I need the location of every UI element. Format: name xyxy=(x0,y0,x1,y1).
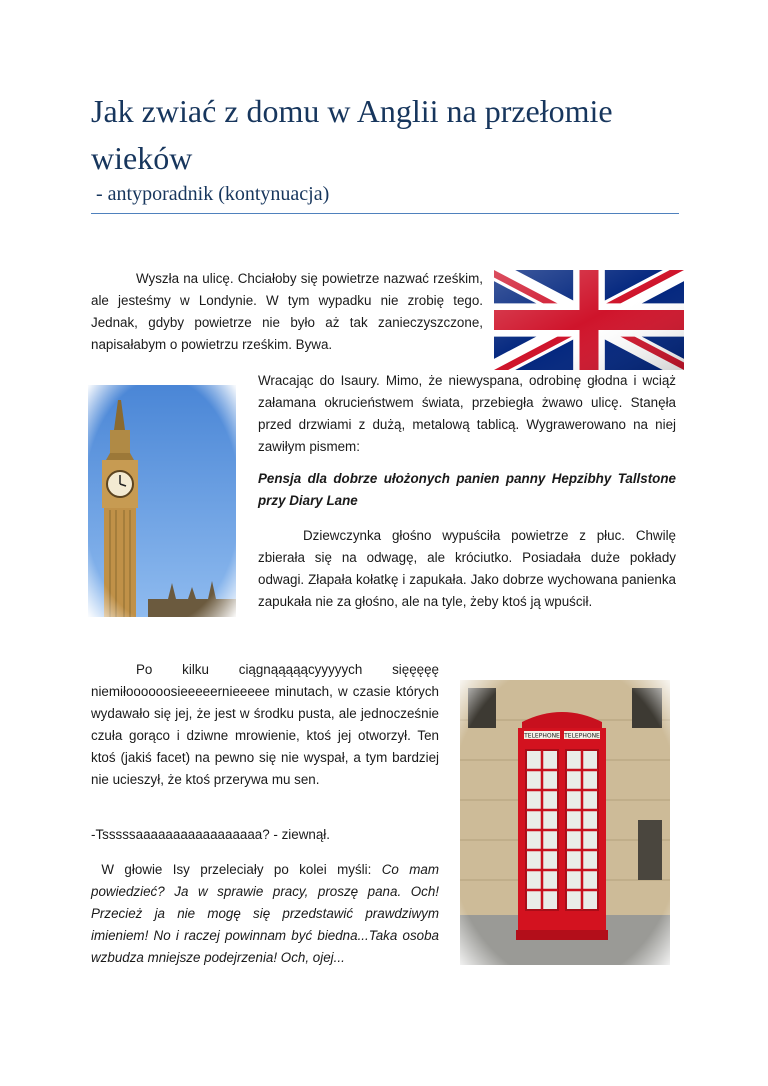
paragraph-7 xyxy=(91,859,439,969)
paragraph-1: Wyszła na ulicę. Chciałoby się powietrze nazwać rześkim, ale jesteśmy w Londynie. W tym wypadku nie zrobię tego. Jednak, gdyby powietrze nie było aż tak zanieczyszczone, napisałabym o powietrzu rześkim. Bywa. xyxy=(91,271,483,352)
paragraph-7-lead: W głowie Isy przeleciały po kolei myśli: xyxy=(101,862,382,877)
union-jack-icon xyxy=(494,270,684,370)
school-sign-text: Pensja dla dobrze ułożonych panien panny Hepzibhy Tallstone przy Diary Lane xyxy=(258,471,676,508)
paragraph-4: Dziewczynka głośno wypuściła powietrze z płuc. Chwilę zbierała się na odwagę, ale króciutko. Posiadała duże pokłady odwagi. Złapała kołatkę i zapukała. Jako dobrze wychowana panienka zapukała nie za głośno, ale na tyle, żeby ktoś ją wpuścił. xyxy=(258,528,676,609)
paragraph-5: Po kilku ciągnąąąąącyyyyych sięęęęę niemiłoooooosieeeeernieeeee minutach, w czasie których wydawało się jej, że jest w środku pusta, ale jednocześnie czuła gorąco i dziwne mrowienie, ktoś jej otworzył. Ten ktoś (jakiś facet) na pewno się nie wyspał, a tym bardziej nie ucieszył, że ktoś przerywa mu sen. xyxy=(91,662,439,787)
big-ben-icon xyxy=(88,385,236,617)
page-title: Jak zwiać z domu w Anglii na przełomie wieków xyxy=(91,93,613,176)
paragraph-2: Wracając do Isaury. Mimo, że niewyspana, odrobinę głodna i wciąż załamana okrucieństwem świata, przebiegła żwawo ulicę. Stanęła przed drzwiami z dużą, metalową tablicą. Wygrawerowano na niej zawiłym pismem: xyxy=(258,373,676,454)
dialogue-line: -Tsssssaaaaaaaaaaaaaaaaa? - ziewnął. xyxy=(91,827,330,842)
telephone-booth-icon xyxy=(460,680,670,965)
paragraph-7-thoughts: Co mam powiedzieć? Ja w sprawie pracy, proszę pana. Och! Przecież ja nie mogę się przedstawić prawdziwym imieniem! No i raczej powinnam być biedna...Taka osoba wzbudza mniejsze podejrzenia! Och, ojej... xyxy=(91,862,439,965)
title-divider xyxy=(91,213,679,214)
page-subtitle: - antyporadnik (kontynuacja) xyxy=(96,183,330,205)
